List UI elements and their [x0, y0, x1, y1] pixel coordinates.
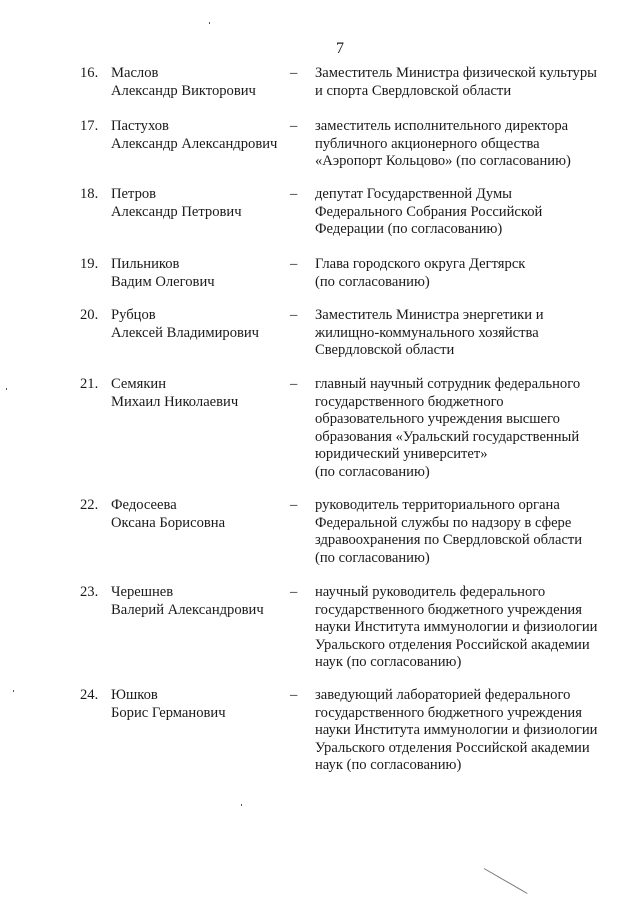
separator-dash: –	[290, 65, 298, 81]
position-line: (по согласованию)	[315, 549, 430, 566]
position-line: государственного бюджетного учреждения	[315, 704, 582, 721]
surname: Юшков	[111, 687, 158, 703]
given-names: Александр Викторович	[111, 82, 256, 99]
member-position	[315, 687, 615, 775]
item-number: 20.	[80, 307, 99, 323]
position-line: (по согласованию)	[315, 463, 430, 480]
item-number: 17.	[80, 118, 99, 134]
position-line: государственного бюджетного учреждения	[315, 601, 582, 618]
member-name	[111, 256, 281, 291]
given-names: Александр Петрович	[111, 203, 242, 220]
position-line: главный научный сотрудник федерального	[315, 376, 581, 392]
separator-dash: –	[290, 186, 298, 202]
item-number: 22.	[80, 497, 99, 513]
separator-dash: –	[290, 497, 298, 513]
page-number: 7	[336, 40, 344, 57]
position-line: заместитель исполнительного директора	[315, 118, 569, 134]
position-line: Федерации (по согласованию)	[315, 221, 503, 237]
item-number: 24.	[80, 687, 99, 703]
member-name	[111, 497, 281, 532]
scan-speck	[6, 388, 7, 390]
position-line: (по согласованию)	[315, 273, 430, 290]
given-names: Борис Германович	[111, 704, 226, 721]
position-line: здравоохранения по Свердловской области	[315, 532, 583, 548]
position-line: публичного акционерного общества	[315, 135, 540, 152]
item-number: 18.	[80, 186, 99, 202]
member-name	[111, 65, 281, 100]
scan-speck	[209, 22, 210, 24]
surname: Пастухов	[111, 118, 169, 134]
surname: Рубцов	[111, 307, 156, 323]
surname: Маслов	[111, 65, 159, 81]
given-names: Валерий Александрович	[111, 601, 264, 618]
position-line: науки Института иммунологии и физиологии	[315, 722, 598, 738]
item-number: 16.	[80, 65, 99, 81]
given-names: Михаил Николаевич	[111, 393, 239, 410]
surname: Петров	[111, 186, 157, 202]
position-line: образовательного учреждения высшего	[315, 411, 560, 427]
separator-dash: –	[290, 687, 298, 703]
member-position	[315, 497, 615, 567]
member-position	[315, 118, 615, 171]
member-name	[111, 376, 281, 411]
scan-speck	[13, 690, 14, 692]
position-line: образования «Уральский государственный	[315, 428, 580, 445]
given-names: Алексей Владимирович	[111, 324, 260, 341]
position-line: заведующий лабораторией федерального	[315, 687, 571, 703]
member-position	[315, 584, 615, 672]
position-line: и спорта Свердловской области	[315, 82, 512, 99]
position-line: наук (по согласованию)	[315, 757, 462, 773]
surname: Федосеева	[111, 497, 177, 513]
member-name	[111, 584, 281, 619]
position-line: государственного бюджетного	[315, 393, 504, 410]
position-line: науки Института иммунологии и физиологии	[315, 619, 598, 635]
member-position	[315, 376, 615, 481]
member-position	[315, 65, 615, 100]
given-names: Александр Александрович	[111, 135, 278, 152]
item-number: 23.	[80, 584, 99, 600]
surname: Черешнев	[111, 584, 174, 600]
position-line: Заместитель Министра энергетики и	[315, 307, 544, 323]
separator-dash: –	[290, 376, 298, 392]
item-number: 19.	[80, 256, 99, 272]
position-line: научный руководитель федерального	[315, 584, 546, 600]
scan-speck	[241, 804, 242, 806]
position-line: Федеральной службы по надзору в сфере	[315, 514, 572, 531]
position-line: «Аэропорт Кольцово» (по согласованию)	[315, 153, 571, 169]
separator-dash: –	[290, 118, 298, 134]
separator-dash: –	[290, 584, 298, 600]
separator-dash: –	[290, 256, 298, 272]
position-line: депутат Государственной Думы	[315, 186, 512, 202]
position-line: Уральского отделения Российской академии	[315, 636, 590, 653]
surname: Семякин	[111, 376, 167, 392]
position-line: руководитель территориального органа	[315, 497, 560, 513]
surname: Пильников	[111, 256, 180, 272]
member-position	[315, 186, 615, 239]
position-line: Уральского отделения Российской академии	[315, 739, 590, 756]
position-line: Свердловской области	[315, 342, 455, 358]
position-line: наук (по согласованию)	[315, 654, 462, 670]
given-names: Вадим Олегович	[111, 273, 215, 290]
member-name	[111, 186, 281, 221]
member-position	[315, 256, 615, 291]
member-name	[111, 307, 281, 342]
position-line: юридический университет»	[315, 446, 488, 462]
member-name	[111, 687, 281, 722]
position-line: жилищно-коммунального хозяйства	[315, 324, 539, 341]
given-names: Оксана Борисовна	[111, 514, 226, 531]
position-line: Глава городского округа Дегтярск	[315, 256, 526, 272]
item-number: 21.	[80, 376, 99, 392]
member-name	[111, 118, 281, 153]
member-position	[315, 307, 615, 360]
position-line: Федерального Собрания Российской	[315, 203, 543, 220]
separator-dash: –	[290, 307, 298, 323]
position-line: Заместитель Министра физической культуры	[315, 65, 597, 81]
